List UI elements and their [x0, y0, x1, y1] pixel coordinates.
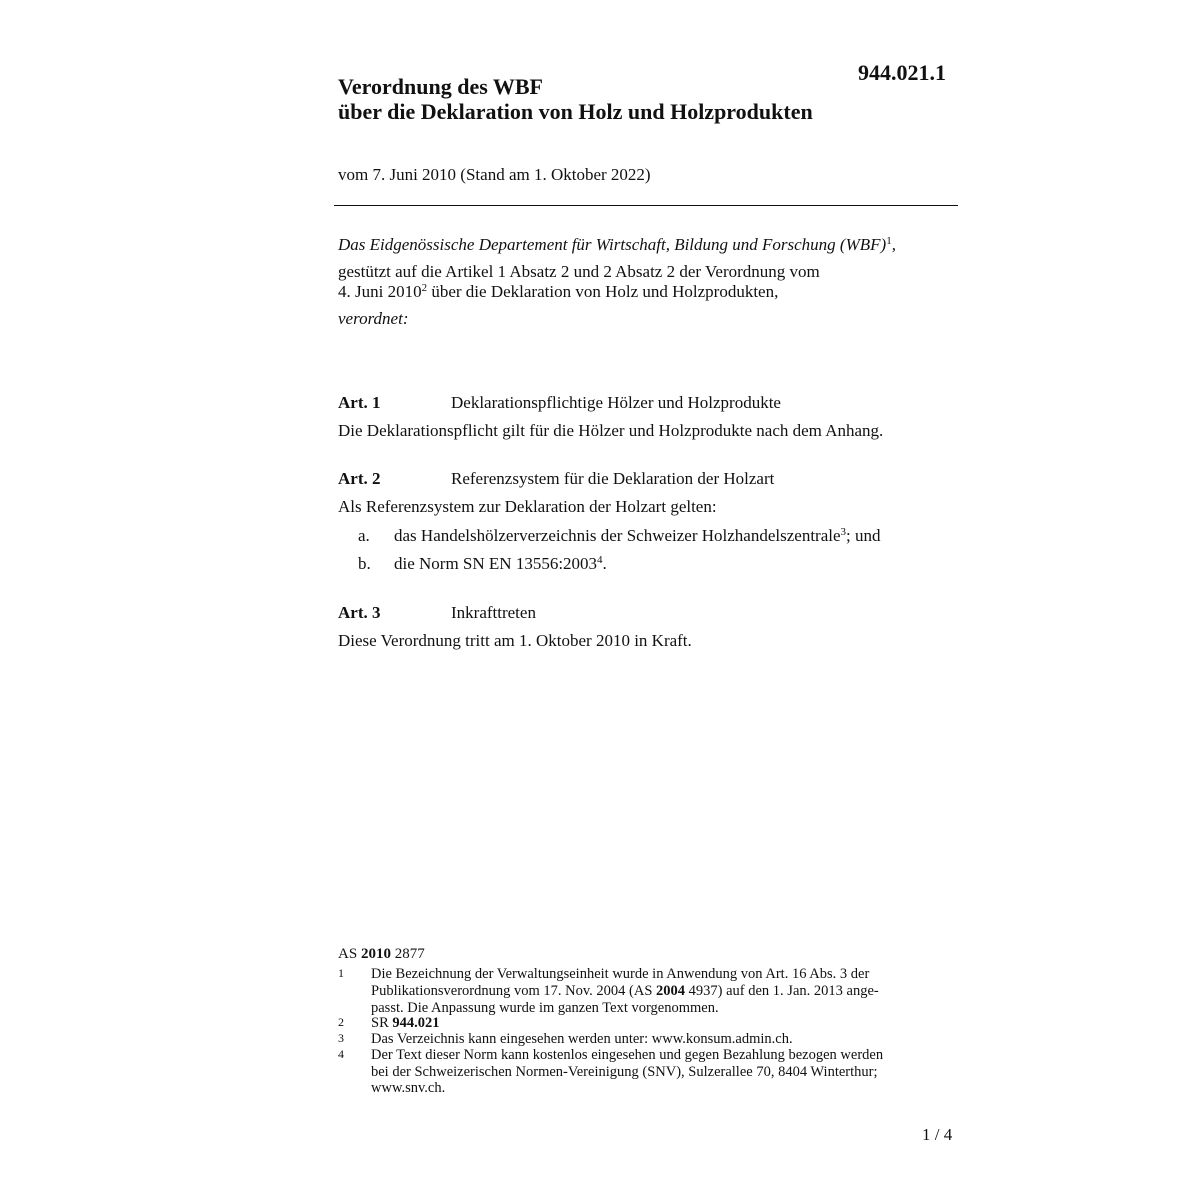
footnote-ref-2[interactable]: 2	[421, 282, 428, 294]
footnote-1-line-1: Die Bezeichnung der Verwaltungseinheit wurde in Anwendung von Art. 16 Abs. 3 der	[371, 966, 870, 982]
preamble-basis-line-1: gestützt auf die Artikel 1 Absatz 2 und 2 Absatz 2 der Verordnung vom	[338, 262, 820, 281]
article-3-title: Inkrafttreten	[451, 603, 536, 622]
basis-date: 4. Juni 2010	[338, 282, 422, 301]
preamble-basis-line-2	[338, 283, 778, 301]
article-1-number: Art. 1	[338, 393, 381, 412]
document-title	[338, 74, 813, 124]
page-number: 1 / 4	[922, 1125, 953, 1144]
official-compilation-ref	[338, 947, 425, 961]
article-1-heading	[0, 393, 1200, 413]
footnote-4-line-2: bei der Schweizerischen Normen-Vereinigung (SNV), Sulzerallee 70, 8404 Winterthur;	[371, 1064, 878, 1080]
title-line-2: über die Deklaration von Holz und Holzprodukten	[338, 99, 813, 124]
footnote-ref-3[interactable]: 3	[840, 526, 847, 538]
article-2-title: Referenzsystem für die Deklaration der Holzart	[451, 469, 775, 488]
article-3-number: Art. 3	[338, 603, 381, 622]
as-year: 2010	[360, 946, 391, 962]
footnote-2-number: 2	[338, 1015, 344, 1029]
list-item-b-suffix: .	[602, 554, 607, 573]
footnote-1-line-2-bold: 2004	[656, 983, 686, 999]
list-item-a-letter: a.	[358, 526, 370, 545]
list-item-a-text: das Handelshölzerverzeichnis der Schweizer Holzhandelszentrale	[394, 526, 841, 545]
date-line: vom 7. Juni 2010 (Stand am 1. Oktober 2022)	[338, 165, 651, 184]
article-1-title: Deklarationspflichtige Hölzer und Holzprodukte	[451, 393, 781, 412]
title-line-1: Verordnung des WBF	[338, 74, 543, 99]
footnote-1-line-2-a: Publikationsverordnung vom 17. Nov. 2004 (AS	[371, 983, 657, 999]
footnote-ref-4[interactable]: 4	[597, 554, 603, 566]
as-page: 2877	[390, 946, 425, 962]
footnote-4-line-3: www.snv.ch.	[371, 1080, 446, 1096]
footnote-1-line-3: passt. Die Anpassung wurde im ganzen Text vorgenommen.	[371, 1000, 719, 1016]
as-prefix: AS	[338, 946, 361, 962]
header-divider	[334, 205, 958, 206]
article-3-heading	[0, 603, 1200, 623]
footnote-4-line-1: Der Text dieser Norm kann kostenlos eingesehen und gegen Bezahlung bezogen werden	[371, 1047, 884, 1063]
footnote-4-number: 4	[338, 1047, 344, 1061]
article-2-text: Als Referenzsystem zur Deklaration der Holzart gelten:	[338, 497, 717, 516]
list-item-b-letter: b.	[358, 554, 371, 573]
footnote-3-number: 3	[338, 1031, 344, 1045]
article-2-heading	[0, 469, 1200, 489]
footnote-1-line-2-b: 4937) auf den 1. Jan. 2013 ange-	[685, 983, 879, 999]
footnote-ref-1[interactable]: 1	[886, 235, 892, 247]
article-1-text: Die Deklarationspflicht gilt für die Hölzer und Holzprodukte nach dem Anhang.	[338, 421, 884, 440]
footnote-2-prefix: SR	[371, 1015, 393, 1031]
preamble-authority	[338, 236, 896, 254]
article-2-number: Art. 2	[338, 469, 381, 488]
authority-text: Das Eidgenössische Departement für Wirtschaft, Bildung und Forschung (WBF)	[338, 235, 887, 254]
article-3-text: Diese Verordnung tritt am 1. Oktober 2010 in Kraft.	[338, 631, 692, 650]
list-item-a-suffix: ; und	[846, 526, 881, 545]
basis-rest: über die Deklaration von Holz und Holzprodukten,	[427, 282, 779, 301]
footnote-2-bold: 944.021	[392, 1015, 440, 1031]
footnote-1-number: 1	[338, 966, 344, 980]
list-item-b	[394, 554, 607, 574]
list-item-a	[394, 526, 881, 546]
list-item-b-text: die Norm SN EN 13556:2003	[394, 554, 598, 573]
sr-number: 944.021.1	[858, 60, 946, 85]
authority-suffix: ,	[891, 235, 896, 254]
footnote-1-line-2	[371, 984, 879, 998]
footnote-3-text: Das Verzeichnis kann eingesehen werden unter: www.konsum.admin.ch.	[371, 1031, 793, 1047]
preamble-verordnet: verordnet:	[338, 309, 409, 328]
footnote-2-text	[371, 1016, 440, 1030]
